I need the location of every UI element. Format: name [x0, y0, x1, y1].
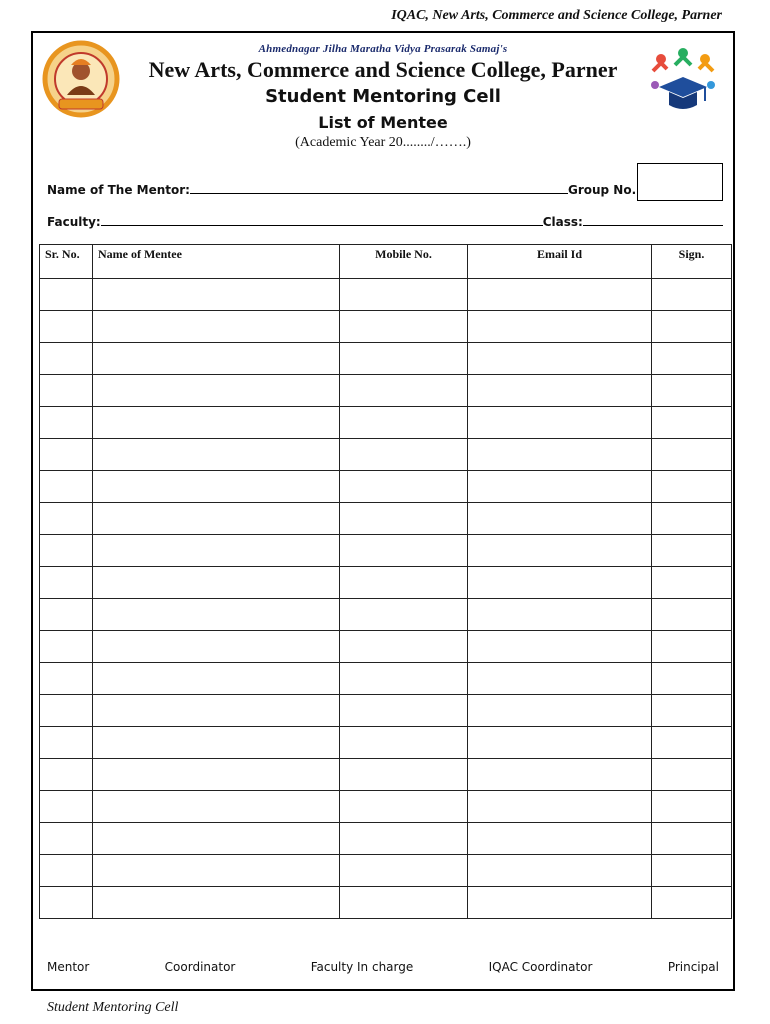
cell-name[interactable]	[93, 695, 340, 727]
faculty-field[interactable]	[47, 215, 723, 229]
college-name: New Arts, Commerce and Science College, Parner	[148, 57, 618, 82]
cell-mobile[interactable]	[340, 279, 468, 311]
cell-name[interactable]	[93, 503, 340, 535]
sign-principal: Principal	[667, 960, 719, 974]
cell-sign[interactable]	[652, 311, 732, 343]
cell-sr-no[interactable]	[40, 887, 93, 919]
cell-name[interactable]	[93, 823, 340, 855]
table-row	[40, 599, 732, 631]
cell-name[interactable]	[93, 631, 340, 663]
cell-mobile[interactable]	[340, 791, 468, 823]
cell-sr-no[interactable]	[40, 695, 93, 727]
form-frame	[31, 31, 735, 991]
cell-sign[interactable]	[652, 599, 732, 631]
cell-sr-no[interactable]	[40, 439, 93, 471]
table-row	[40, 471, 732, 503]
cell-sign[interactable]	[652, 439, 732, 471]
cell-sr-no[interactable]	[40, 279, 93, 311]
cell-mobile[interactable]	[340, 535, 468, 567]
cell-mobile[interactable]	[340, 471, 468, 503]
cell-mobile[interactable]	[340, 823, 468, 855]
cell-email[interactable]	[468, 407, 652, 439]
cell-sr-no[interactable]	[40, 471, 93, 503]
cell-mobile[interactable]	[340, 663, 468, 695]
faculty-label: Faculty:	[47, 215, 101, 229]
cell-name[interactable]	[93, 759, 340, 791]
sign-coordinator: Coordinator	[164, 960, 236, 974]
cell-sr-no[interactable]	[40, 759, 93, 791]
cell-name[interactable]	[93, 663, 340, 695]
table-row	[40, 439, 732, 471]
table-row	[40, 567, 732, 599]
mentor-field[interactable]	[47, 183, 636, 197]
cell-mobile[interactable]	[340, 407, 468, 439]
cell-name[interactable]	[93, 375, 340, 407]
cell-name[interactable]	[93, 279, 340, 311]
cell-name[interactable]	[93, 311, 340, 343]
cell-email[interactable]	[468, 727, 652, 759]
cell-sign[interactable]	[652, 471, 732, 503]
cell-sign[interactable]	[652, 695, 732, 727]
header-sr-no: Sr. No.	[40, 245, 93, 279]
header-mobile: Mobile No.	[340, 245, 468, 279]
cell-sign[interactable]	[652, 791, 732, 823]
header-sign: Sign.	[652, 245, 732, 279]
cell-sign[interactable]	[652, 727, 732, 759]
sign-iqac-coordinator: IQAC Coordinator	[488, 960, 593, 974]
cell-email[interactable]	[468, 855, 652, 887]
table-row	[40, 503, 732, 535]
table-row	[40, 855, 732, 887]
cell-mobile[interactable]	[340, 343, 468, 375]
cell-email[interactable]	[468, 791, 652, 823]
table-row	[40, 631, 732, 663]
cell-mobile[interactable]	[340, 599, 468, 631]
list-title: List of Mentee	[318, 113, 448, 132]
cell-sign[interactable]	[652, 887, 732, 919]
cell-sr-no[interactable]	[40, 311, 93, 343]
class-label: Class:	[542, 215, 583, 229]
cell-email[interactable]	[468, 599, 652, 631]
cell-mobile[interactable]	[340, 631, 468, 663]
table-row	[40, 311, 732, 343]
cell-title: Student Mentoring Cell	[265, 86, 501, 107]
cell-name[interactable]	[93, 599, 340, 631]
cell-email[interactable]	[468, 759, 652, 791]
cell-sign[interactable]	[652, 631, 732, 663]
cell-sr-no[interactable]	[40, 791, 93, 823]
cell-sr-no[interactable]	[40, 407, 93, 439]
table-row	[40, 727, 732, 759]
cell-email[interactable]	[468, 439, 652, 471]
cell-name[interactable]	[93, 727, 340, 759]
sign-faculty-in-charge: Faculty In charge	[310, 960, 414, 974]
cell-sr-no[interactable]	[40, 503, 93, 535]
cell-sign[interactable]	[652, 407, 732, 439]
cell-email[interactable]	[468, 663, 652, 695]
mentor-label: Name of The Mentor:	[47, 183, 190, 197]
cell-mobile[interactable]	[340, 503, 468, 535]
header-name: Name of Mentee	[93, 245, 340, 279]
cell-sign[interactable]	[652, 759, 732, 791]
mentee-table	[39, 244, 732, 919]
cell-sr-no[interactable]	[40, 599, 93, 631]
cell-mobile[interactable]	[340, 439, 468, 471]
cell-sign[interactable]	[652, 343, 732, 375]
academic-year: (Academic Year 20......../…….)	[295, 135, 471, 150]
cell-sign[interactable]	[652, 855, 732, 887]
cell-sr-no[interactable]	[40, 823, 93, 855]
cell-name[interactable]	[93, 407, 340, 439]
cell-mobile[interactable]	[340, 695, 468, 727]
cell-sr-no[interactable]	[40, 567, 93, 599]
page-header: IQAC, New Arts, Commerce and Science College, Parner	[391, 8, 722, 23]
table-row	[40, 343, 732, 375]
table-row	[40, 375, 732, 407]
group-number-box[interactable]	[637, 163, 723, 201]
cell-mobile[interactable]	[340, 311, 468, 343]
cell-sign[interactable]	[652, 279, 732, 311]
cell-email[interactable]	[468, 535, 652, 567]
cell-email[interactable]	[468, 279, 652, 311]
cell-name[interactable]	[93, 471, 340, 503]
cell-mobile[interactable]	[340, 727, 468, 759]
cell-sign[interactable]	[652, 567, 732, 599]
cell-sr-no[interactable]	[40, 727, 93, 759]
cell-name[interactable]	[93, 855, 340, 887]
cell-mobile[interactable]	[340, 567, 468, 599]
cell-mobile[interactable]	[340, 887, 468, 919]
cell-sign[interactable]	[652, 375, 732, 407]
cell-name[interactable]	[93, 791, 340, 823]
header-email: Email Id	[468, 245, 652, 279]
cell-sr-no[interactable]	[40, 343, 93, 375]
cell-mobile[interactable]	[340, 759, 468, 791]
cell-name[interactable]	[93, 567, 340, 599]
table-row	[40, 759, 732, 791]
cell-email[interactable]	[468, 567, 652, 599]
cell-email[interactable]	[468, 375, 652, 407]
cell-sr-no[interactable]	[40, 535, 93, 567]
class-underline	[583, 224, 723, 226]
cell-email[interactable]	[468, 887, 652, 919]
table-header-row	[40, 245, 732, 279]
cell-email[interactable]	[468, 311, 652, 343]
table-row	[40, 279, 732, 311]
cell-sr-no[interactable]	[40, 631, 93, 663]
cell-email[interactable]	[468, 471, 652, 503]
cell-email[interactable]	[468, 503, 652, 535]
cell-name[interactable]	[93, 439, 340, 471]
cell-sr-no[interactable]	[40, 375, 93, 407]
table-row	[40, 823, 732, 855]
cell-name[interactable]	[93, 343, 340, 375]
cell-sign[interactable]	[652, 663, 732, 695]
cell-name[interactable]	[93, 535, 340, 567]
mentor-underline	[190, 192, 568, 194]
cell-sr-no[interactable]	[40, 855, 93, 887]
cell-email[interactable]	[468, 343, 652, 375]
table-row	[40, 695, 732, 727]
group-label: Group No.	[567, 183, 637, 197]
table-row	[40, 535, 732, 567]
footer-text: Student Mentoring Cell	[47, 1000, 179, 1015]
cell-email[interactable]	[468, 823, 652, 855]
signature-row	[47, 960, 719, 974]
cell-name[interactable]	[93, 887, 340, 919]
table-row	[40, 791, 732, 823]
cell-mobile[interactable]	[340, 375, 468, 407]
society-name: Ahmednagar Jilha Maratha Vidya Prasarak Samaj's	[258, 43, 508, 55]
cell-sign[interactable]	[652, 503, 732, 535]
table-row	[40, 407, 732, 439]
cell-email[interactable]	[468, 631, 652, 663]
sign-mentor: Mentor	[47, 960, 90, 974]
cell-sign[interactable]	[652, 535, 732, 567]
table-row	[40, 663, 732, 695]
table-row	[40, 887, 732, 919]
cell-sign[interactable]	[652, 823, 732, 855]
faculty-underline	[101, 224, 543, 226]
cell-email[interactable]	[468, 695, 652, 727]
cell-mobile[interactable]	[340, 855, 468, 887]
cell-sr-no[interactable]	[40, 663, 93, 695]
